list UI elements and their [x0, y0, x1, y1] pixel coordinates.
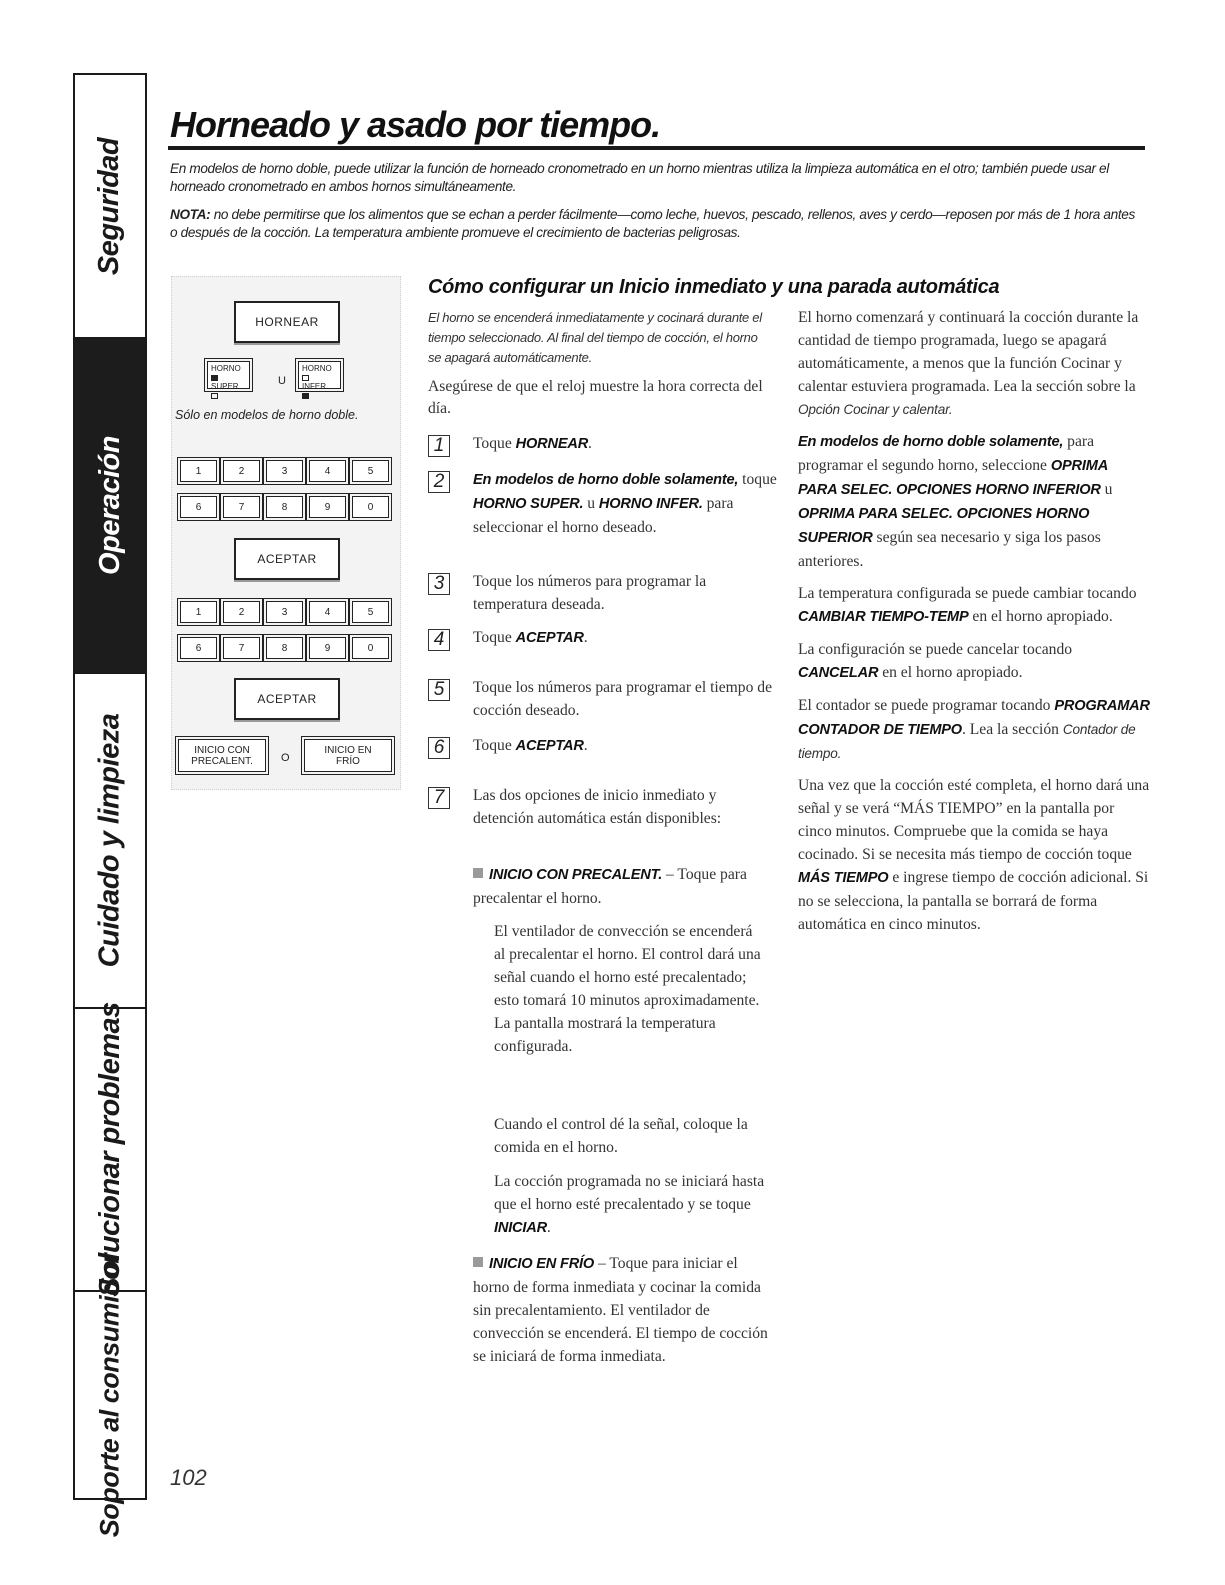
title-rule — [168, 146, 1145, 150]
section-intro: El horno se encenderá inmediatamente y cocinará durante el tiempo seleccionado. Al final del tiempo de cocción, el horno se apagará automáticamente. — [428, 310, 762, 365]
keyword: OPRIMA PARA SELEC. OPCIONES HORNO INFERIOR — [798, 458, 1108, 498]
digit-key[interactable]: 5 — [352, 460, 389, 482]
tab-solucionar[interactable] — [75, 1002, 145, 1297]
italic-ref: Opción Cocinar y calentar. — [798, 402, 953, 417]
digit-key[interactable]: 0 — [352, 496, 389, 518]
digit-key[interactable]: 6 — [180, 496, 217, 518]
indicator-filled — [211, 375, 218, 381]
key-label: SUPER. — [211, 382, 241, 391]
or-separator: O — [281, 752, 290, 764]
tab-label: Seguridad — [93, 137, 126, 275]
keyword: INICIAR — [494, 1220, 547, 1236]
keyword: HORNEAR — [515, 436, 589, 452]
text: El horno comenzará y continuará la cocción durante la cantidad de tiempo programada, luego se apagará automáticamente, a menos que la función Cocinar y calentar estuviera programada. Lea la sección sobre la — [798, 309, 1139, 395]
step-number: 3 — [428, 573, 450, 595]
text: La temperatura configurada se puede cambiar tocando — [798, 585, 1137, 602]
section-title: Cómo configurar un Inicio inmediato y una parada automática — [428, 276, 1000, 298]
digit-key[interactable]: 9 — [309, 637, 346, 659]
key-label: PRECALENT. — [191, 755, 253, 767]
page-number: 102 — [170, 1465, 207, 1490]
text: toque — [738, 471, 777, 488]
paragraph — [798, 582, 1150, 629]
keyword: CANCELAR — [798, 665, 879, 681]
text: en el horno apropiado. — [968, 608, 1113, 625]
digit-key[interactable]: 4 — [309, 601, 346, 623]
key-label: INICIO CON — [194, 744, 250, 756]
step — [428, 626, 778, 650]
nota-label: NOTA: — [170, 207, 211, 222]
paragraph — [798, 306, 1150, 421]
digit-key[interactable]: 1 — [180, 601, 217, 623]
digit-key[interactable]: 5 — [352, 601, 389, 623]
nota-text: no debe permitirse que los alimentos que se echan a perder fácilmente—como leche, huevos, pescado, rellenos, aves y cerdo—reposen por más de 1 hora antes o después de la cocción. La temperatura ambiente promueve el crecimiento de bacterias peligrosas. — [170, 207, 1135, 240]
paragraph — [798, 430, 1150, 573]
keyword: HORNO SUPER. — [473, 496, 584, 512]
keyword: OPRIMA PARA SELEC. OPCIONES HORNO SUPERIOR — [798, 506, 1090, 546]
step — [428, 784, 778, 830]
text: u — [583, 495, 599, 512]
digit-key[interactable]: 7 — [223, 496, 260, 518]
text: Toque — [473, 629, 516, 646]
keyword: HORNO INFER. — [598, 496, 703, 512]
step-number: 6 — [428, 737, 450, 759]
step — [428, 734, 778, 758]
step — [428, 468, 778, 539]
text: para programar el segundo horno, seleccione — [798, 433, 1094, 474]
text: La cocción programada no se iniciará hasta que el horno esté precalentado y se toque — [494, 1173, 765, 1213]
inicio-con-precalent-key[interactable] — [178, 739, 266, 772]
text: u — [1100, 481, 1113, 498]
option-paragraph: Cuando el control dé la señal, coloque la comida en el horno. — [494, 1116, 748, 1156]
step-text — [473, 468, 778, 539]
text: La configuración se puede cancelar tocando — [798, 641, 1073, 658]
aceptar-key[interactable]: ACEPTAR — [234, 538, 340, 580]
digit-key[interactable]: 2 — [223, 460, 260, 482]
step-number: 1 — [428, 435, 450, 457]
text: según sea necesario y siga los pasos anteriores. — [798, 529, 1101, 570]
tab-label: Soporte al consumidor — [94, 1253, 125, 1537]
key-label: HORNO — [302, 364, 332, 373]
paragraph — [798, 638, 1150, 685]
step-number: 7 — [428, 787, 450, 809]
digit-key[interactable]: 8 — [266, 496, 303, 518]
hornear-key[interactable]: HORNEAR — [234, 301, 340, 343]
option-precalent — [473, 863, 763, 910]
step-text: Las dos opciones de inicio inmediato y detención automática están disponibles: — [473, 787, 722, 827]
right-column — [798, 306, 1150, 945]
digit-key[interactable]: 6 — [180, 637, 217, 659]
keyword: INICIO EN FRÍO — [489, 1256, 595, 1272]
aceptar-key[interactable]: ACEPTAR — [234, 678, 340, 720]
keyword: MÁS TIEMPO — [798, 870, 889, 886]
keyword: En modelos de horno doble solamente, — [798, 434, 1064, 450]
digit-key[interactable]: 9 — [309, 496, 346, 518]
option-paragraph — [494, 1170, 779, 1240]
key-label: HORNO — [211, 364, 241, 373]
text: Toque — [473, 435, 516, 452]
option-frio — [473, 1252, 773, 1368]
keyword: En modelos de horno doble solamente, — [473, 472, 739, 488]
bullet-icon — [473, 1257, 483, 1267]
step — [428, 432, 778, 456]
option-paragraph: El ventilador de convección se encenderá al precalentar el horno. El control dará una señal cuando el horno esté precalentado; esto tomará 10 minutos aproximadamente. La pantalla mostrará la temperatura configurada. — [494, 923, 761, 1055]
step-number: 4 — [428, 629, 450, 651]
tab-soporte[interactable] — [75, 1253, 145, 1537]
text: . Lea la sección — [961, 721, 1063, 738]
keyword: INICIO CON PRECALENT. — [489, 867, 663, 883]
text: – Toque para iniciar el horno de forma inmediata y cocinar la comida sin precalentamiento. El ventilador de convección se encenderá. El tiempo de cocción se iniciará de forma inmediata. — [473, 1255, 768, 1365]
side-tab-bar — [73, 73, 147, 1537]
panel-caption: Sólo en modelos de horno doble. — [175, 408, 359, 422]
bullet-icon — [473, 868, 483, 878]
paragraph — [798, 774, 1150, 936]
tab-operacion[interactable] — [75, 339, 145, 674]
text: . — [546, 1219, 551, 1236]
text: . — [583, 737, 588, 754]
digit-key[interactable]: 0 — [352, 637, 389, 659]
text: e ingrese tiempo de cocción adicional. Si no se selecciona, la pantalla se borrará de forma automática en cinco minutos. — [798, 869, 1149, 933]
text: en el horno apropiado. — [878, 664, 1023, 681]
nota-paragraph — [170, 206, 1145, 242]
step-number: 5 — [428, 679, 450, 701]
digit-key[interactable]: 4 — [309, 460, 346, 482]
digit-key[interactable]: 2 — [223, 601, 260, 623]
indicator-filled — [302, 393, 309, 399]
step — [428, 676, 778, 722]
digit-key[interactable]: 3 — [266, 601, 303, 623]
control-panel-illustration — [171, 276, 401, 790]
italic-ref: Contador de tiempo. — [798, 722, 1136, 761]
digit-key[interactable]: 1 — [180, 460, 217, 482]
step-text — [473, 734, 778, 758]
horno-super-key[interactable] — [207, 361, 250, 389]
text: Toque — [473, 737, 516, 754]
text: . — [588, 435, 592, 452]
key-label: FRÍO — [336, 755, 360, 767]
step-number: 2 — [428, 471, 450, 493]
tab-label: Operación — [93, 436, 126, 575]
intro-paragraph: En modelos de horno doble, puede utilizar la función de horneado cronometrado en un horno mientras utiliza la limpieza automática en el otro; también puede usar el horneado cronometrado en ambos hornos simultáneamente. — [170, 161, 1109, 194]
step-text — [473, 432, 778, 456]
tab-label: Cuidado y limpieza — [93, 713, 126, 968]
keyword: CAMBIAR TIEMPO-TEMP — [798, 609, 969, 625]
indicator-empty — [211, 393, 218, 399]
digit-key[interactable]: 8 — [266, 637, 303, 659]
text: . — [583, 629, 588, 646]
digit-key[interactable]: 3 — [266, 460, 303, 482]
keyword: PROGRAMAR CONTADOR DE TIEMPO — [798, 698, 1150, 738]
tab-label: Solucionar problemas — [93, 1002, 126, 1297]
clock-note: Asegúrese de que el reloj muestre la hora correcta del día. — [428, 378, 763, 417]
tab-cuidado[interactable] — [75, 674, 145, 1009]
step — [428, 570, 778, 616]
tab-seguridad[interactable] — [75, 75, 145, 339]
keyword: ACEPTAR — [515, 630, 584, 646]
step-text — [473, 626, 778, 650]
step-text: Toque los números para programar el tiempo de cocción deseado. — [473, 679, 772, 719]
text: El contador se puede programar tocando — [798, 697, 1055, 714]
or-separator: U — [278, 375, 286, 387]
page-title: Horneado y asado por tiempo. — [170, 104, 661, 145]
key-label: INICIO EN — [324, 744, 372, 756]
key-label: INFER. — [302, 382, 329, 391]
text: Una vez que la cocción esté completa, el horno dará una señal y se verá “MÁS TIEMPO” en la pantalla por cinco minutos. Compruebe que la comida se haya cocinado. Si se necesita más tiempo de cocción toque — [798, 777, 1150, 863]
step-text: Toque los números para programar la temperatura deseada. — [473, 573, 707, 613]
horno-infer-key[interactable] — [298, 361, 341, 389]
inicio-en-frio-key[interactable] — [304, 739, 392, 772]
paragraph — [798, 694, 1150, 765]
keyword: ACEPTAR — [515, 738, 584, 754]
digit-key[interactable]: 7 — [223, 637, 260, 659]
indicator-empty — [302, 375, 309, 381]
text: – Toque para precalentar el horno. — [473, 866, 747, 907]
text: para seleccionar el horno deseado. — [473, 495, 734, 536]
